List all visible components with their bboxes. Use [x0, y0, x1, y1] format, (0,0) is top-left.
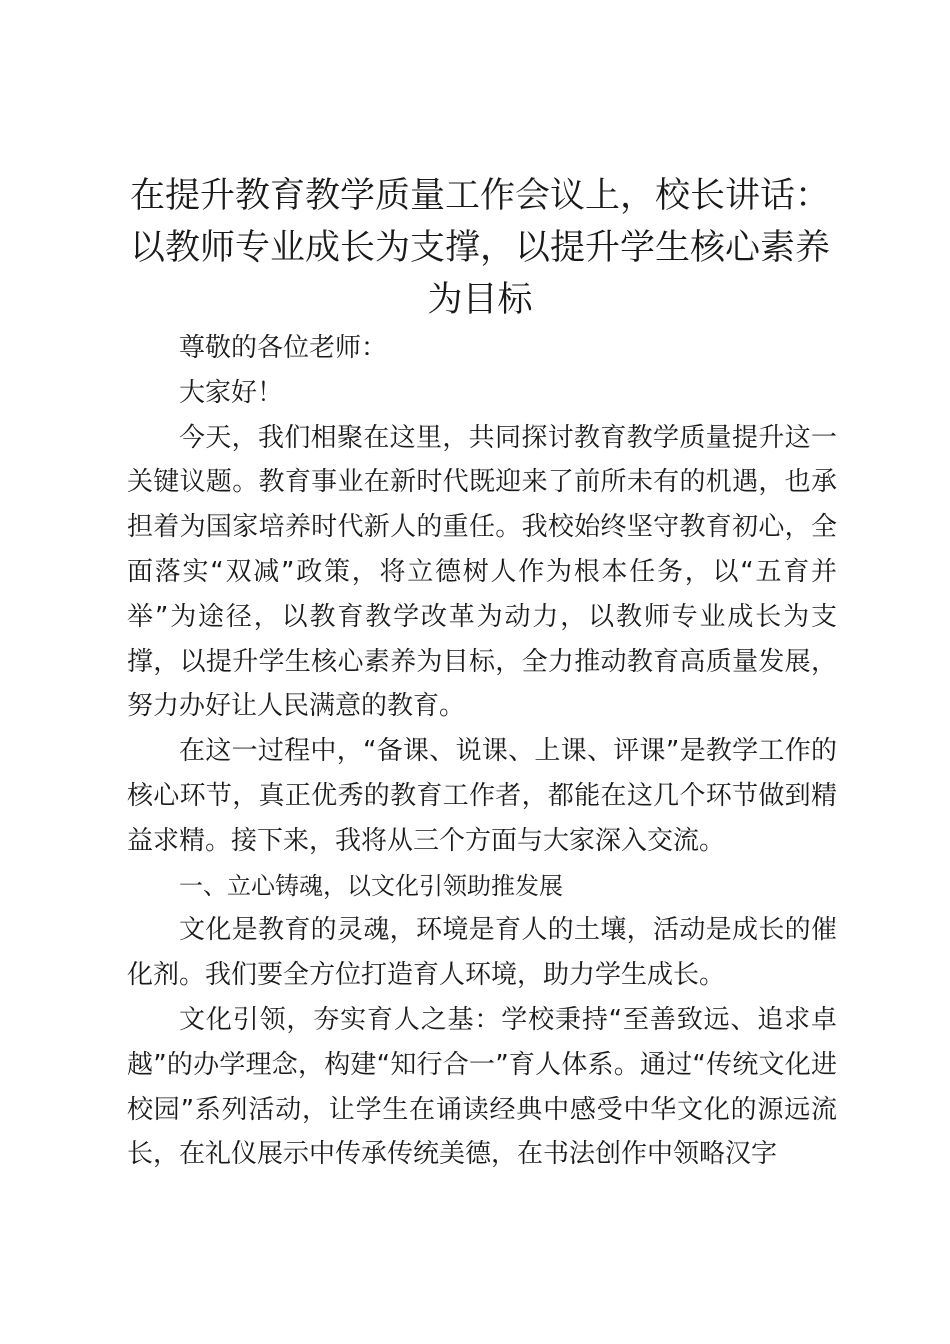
title-line-1: 在提升教育教学质量工作会议上，校长讲话：: [129, 176, 830, 216]
greeting: 大家好！: [179, 377, 284, 408]
section-paragraph-2: 文化引领，夯实育人之基：学校秉持“至善致远、追求卓越”的办学理念，构建“知行合一”育人体系。通过“传统文化进校园”系列活动，让学生在诵读经典中感受中华文化的源远流长，在礼仪展示中传承传统美德，在书法创作中领略汉字: [127, 1004, 837, 1170]
section-paragraph-1: 文化是教育的灵魂，环境是育人的土壤，活动是成长的催化剂。我们要全方位打造育人环境，助力学生成长。: [127, 915, 837, 991]
paragraph-transition: 在这一过程中，“备课、说课、上课、评课”是教学工作的核心环节，真正优秀的教育工作者，都能在这几个环节做到精益求精。接下来，我将从三个方面与大家深入交流。: [127, 736, 837, 856]
title-line-2: 以教师专业成长为支撑，以提升学生核心素养: [129, 228, 830, 268]
paragraph-intro: 今天，我们相聚在这里，共同探讨教育教学质量提升这一关键议题。教育事业在新时代既迎来了前所未有的机遇，也承担着为国家培养时代新人的重任。我校始终坚守教育初心，全面落实“双减”政策，将立德树人作为根本任务，以“五育并举”为途径，以教育教学改革为动力，以教师专业成长为支撑，以提升学生核心素养为目标，全力推动教育高质量发展，努力办好让人民满意的教育。: [127, 422, 837, 722]
salutation: 尊敬的各位老师：: [179, 333, 388, 363]
section-heading: 一、立心铸魂，以文化引领助推发展: [179, 871, 563, 900]
title-line-3: 为目标: [427, 280, 533, 320]
document-body: [127, 326, 837, 1177]
document-title: [120, 170, 840, 326]
